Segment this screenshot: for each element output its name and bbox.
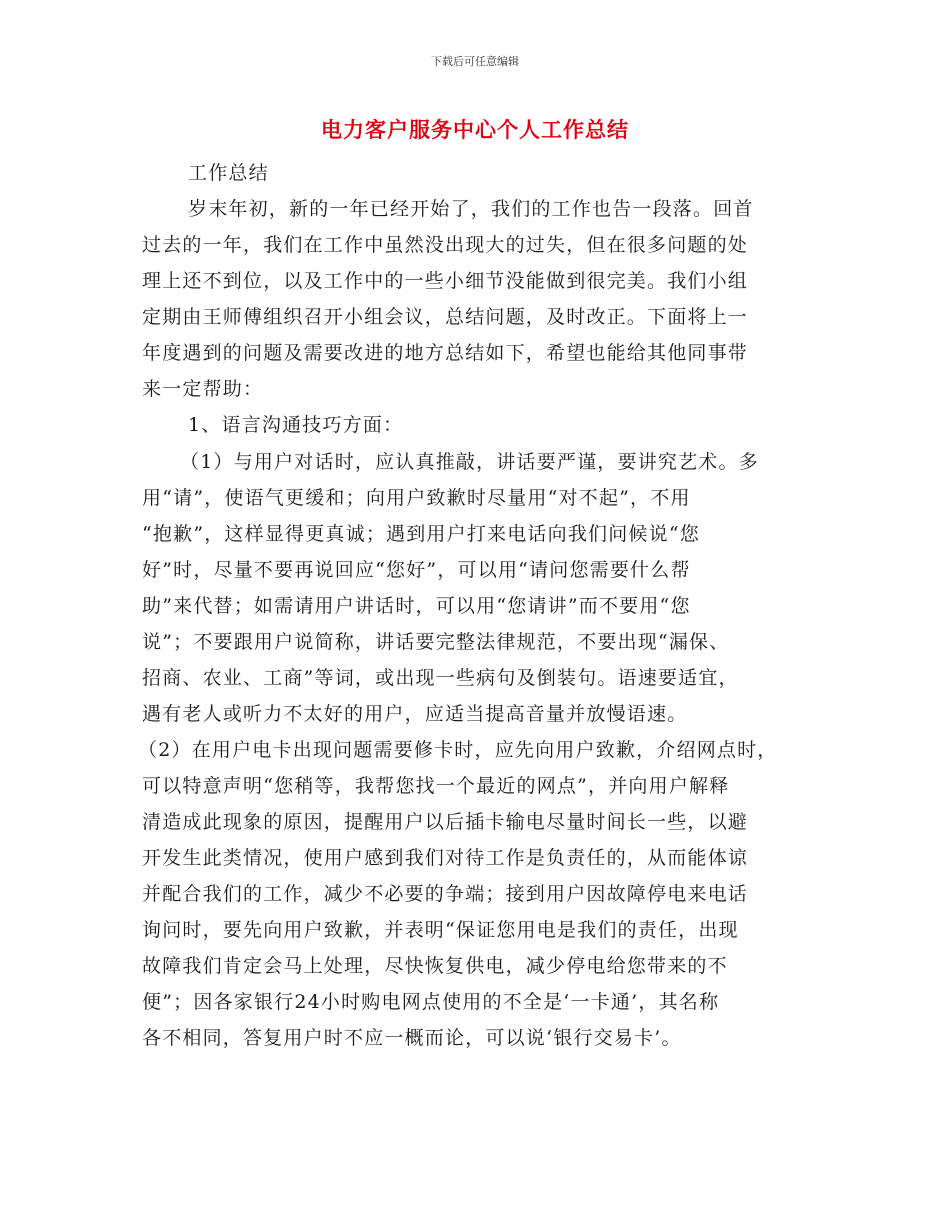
paragraph-line: 定期由王师傅组织召开小组会议，总结问题，及时改正。下面将上一 (142, 306, 749, 328)
paragraph-line: 理上还不到位，以及工作中的一些小细节没能做到很完美。我们小组 (142, 270, 749, 292)
paragraph-line: 岁末年初，新的一年已经开始了，我们的工作也告一段落。回首 (188, 198, 754, 220)
paragraph-line: 开发生此类情况，使用户感到我们对待工作是负责任的，从而能体谅 (142, 847, 749, 869)
paragraph-line: （1）与用户对话时，应认真推敲，讲话要严谨，要讲究艺术。多 (180, 451, 759, 473)
paragraph-line: 清造成此现象的原因，提醒用户以后插卡输电尽量时间长一些，以避 (142, 811, 749, 833)
paragraph-line: 年度遇到的问题及需要改进的地方总结如下，希望也能给其他同事带 (142, 342, 749, 364)
section-heading: 工作总结 (188, 162, 269, 184)
paragraph-line: 说”；不要跟用户说简称，讲话要完整法律规范，不要出现“漏保、 (142, 631, 730, 653)
paragraph-line: （2）在用户电卡出现问题需要修卡时，应先向用户致歉，介绍网点时， (138, 739, 778, 761)
paragraph-line: 用“请”，使语气更缓和；向用户致歉时尽量用“对不起”，不用 (142, 487, 691, 509)
document-title: 电力客户服务中心个人工作总结 (321, 118, 629, 142)
paragraph-line: 来一定帮助： (142, 378, 264, 400)
paragraph-line: 便”；因各家银行24小时购电网点使用的不全是‘一卡通’，其名称 (142, 991, 720, 1013)
paragraph-line: 故障我们肯定会马上处理，尽快恢复供电，减少停电给您带来的不 (142, 955, 728, 977)
paragraph-line: 好”时，尽量不要再说回应“您好”，可以用“请问您需要什么帮 (142, 559, 691, 581)
paragraph-line: “抱歉”，这样显得更真诚；遇到用户打来电话向我们问候说“您 (142, 523, 700, 545)
paragraph-line: 过去的一年，我们在工作中虽然没出现大的过失，但在很多问题的处 (142, 234, 749, 256)
paragraph-line: 助”来代替；如需请用户讲话时，可以用“您请讲”而不要用“您 (142, 595, 691, 617)
paragraph-line: 可以特意声明“您稍等，我帮您找一个最近的网点”，并向用户解释 (142, 775, 730, 797)
header-note: 下载后可任意编辑 (431, 55, 519, 68)
subsection-heading: 1、语言沟通技巧方面： (188, 414, 404, 436)
paragraph-line: 并配合我们的工作，减少不必要的争端；接到用户因故障停电来电话 (142, 883, 749, 905)
paragraph-line: 招商、农业、工商”等词，或出现一些病句及倒装句。语速要适宜， (142, 667, 739, 689)
paragraph-line: 各不相同，答复用户时不应一概而论，可以说‘银行交易卡’。 (142, 1027, 682, 1049)
paragraph-line: 询问时，要先向用户致歉，并表明“保证您用电是我们的责任，出现 (142, 919, 739, 941)
paragraph-line: 遇有老人或听力不太好的用户，应适当提高音量并放慢语速。 (142, 703, 688, 725)
